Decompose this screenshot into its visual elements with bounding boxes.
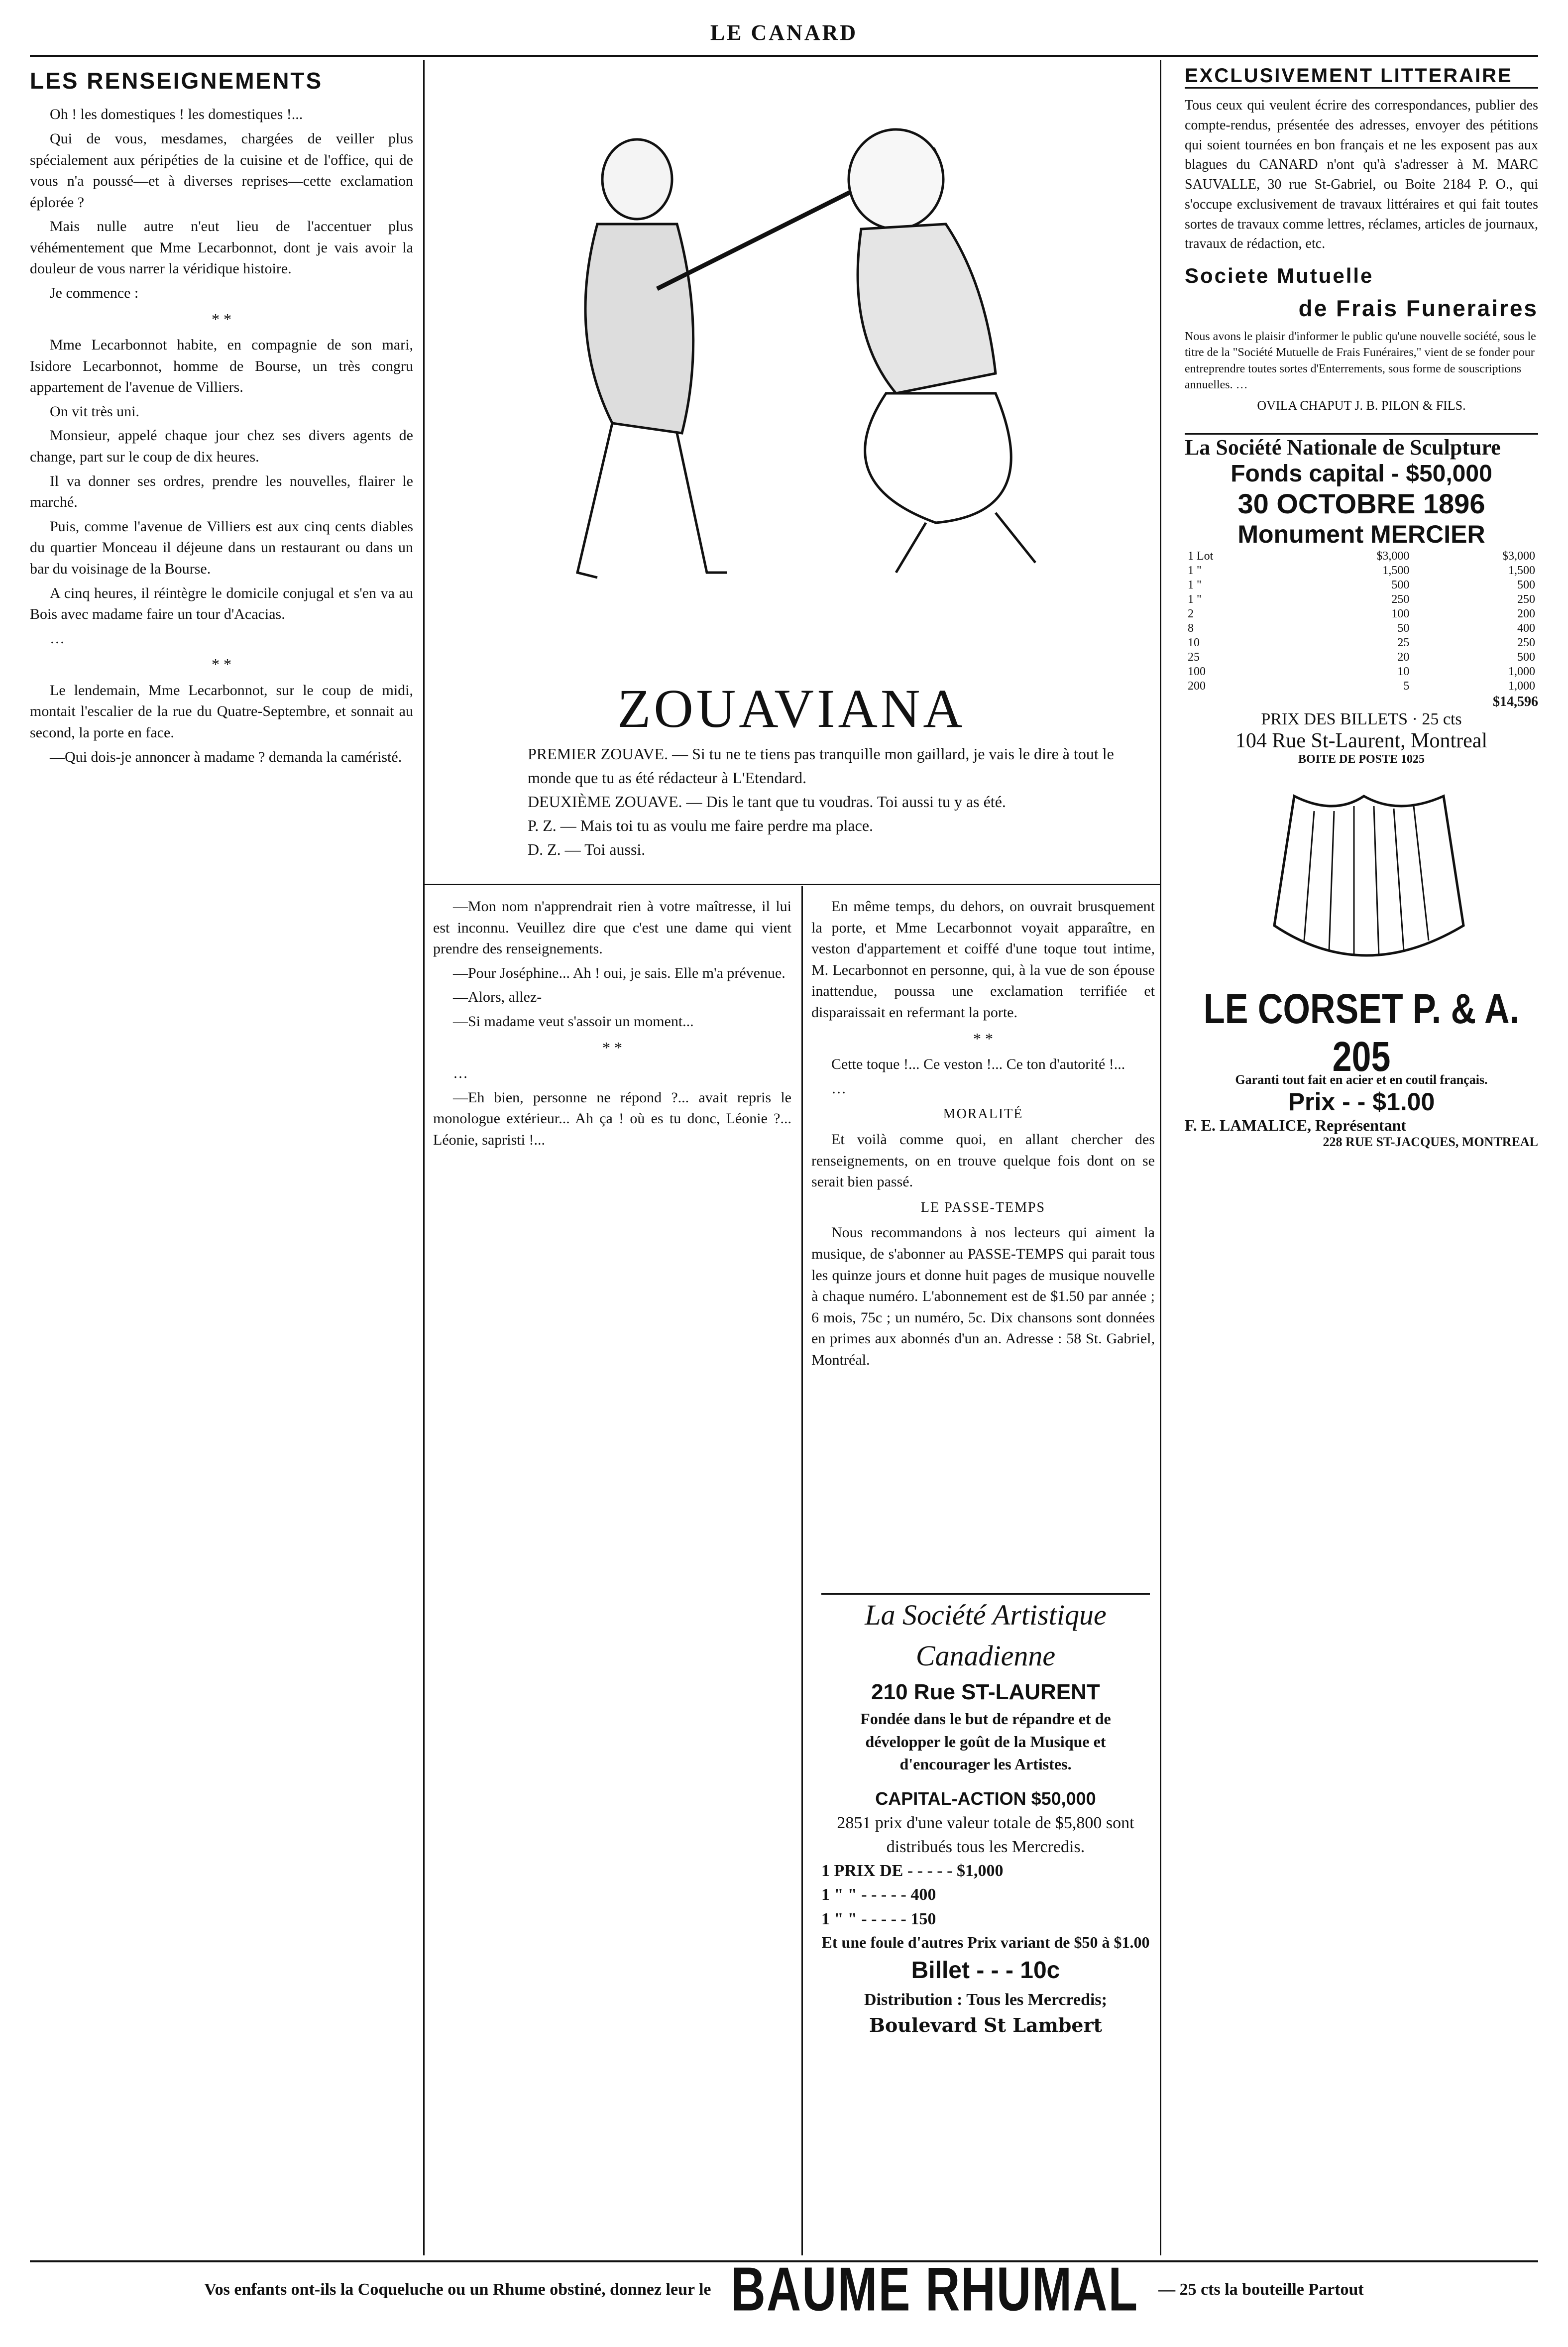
sculpture-address: 104 Rue St-Laurent, Montreal <box>1235 729 1488 752</box>
article-paragraph: Mme Lecarbonnot habite, en compagnie de son mari, Isidore Lecarbonnot, homme de Bourse, un très congru appartement de l'avenue de Villiers. <box>30 337 413 396</box>
corset-subtitle: Garanti tout fait en acier et en coutil français. <box>1235 1072 1488 1087</box>
article-paragraph: —Eh bien, personne ne répond ?... avait repris le monologue extérieur... Ah ça ! où es tu donc, Léonie ?... Léonie, sapristi !... <box>433 1089 791 1148</box>
footer-ad-lead: Vos enfants ont-ils la Coqueluche ou un Rhume obstiné, donnez leur le <box>204 2280 711 2299</box>
article-paragraph: —Alors, allez- <box>453 989 542 1006</box>
prize-cell: 500 <box>1517 650 1535 664</box>
sculpture-monument: Monument MERCIER <box>1237 520 1485 548</box>
section-rule <box>423 884 1160 885</box>
exclusivement-heading: EXCLUSIVEMENT LITTERAIRE <box>1185 65 1538 89</box>
corset-representative: F. E. LAMALICE, Représentant <box>1185 1116 1407 1134</box>
sculpture-date: 30 OCTOBRE 1896 <box>1237 487 1485 519</box>
ad-prize-summary: 2851 prix d'une valeur totale de $5,800 sont distribués tous les Mercredis. <box>837 1813 1134 1856</box>
article-paragraph: —Mon nom n'apprendrait rien à votre maîtresse, il lui est inconnu. Veuillez dire que c'est une dame qui vient prendre des renseignements. <box>433 898 791 957</box>
article-paragraph: Le lendemain, Mme Lecarbonnot, sur le coup de midi, montait l'escalier de la rue du Quatre-Septembre, et sonnait au second, la porte en face. <box>30 682 413 741</box>
prize-cell: 250 <box>1517 592 1535 606</box>
prize-cell: 50 <box>1397 621 1410 635</box>
separator-stars: * * <box>973 1029 993 1048</box>
prize-cell: 1,000 <box>1508 679 1535 693</box>
prize-cell: 100 <box>1391 607 1410 620</box>
passe-temps-text: Nous recommandons à nos lecteurs qui aiment la musique, de s'abonner au PASSE-TEMPS qui parait tous les quinze jours et donne huit pages de musique nouvelle à chaque numéro. L'abonnement est de $1.50 par année ; 6 mois, 75c ; un numéro, 5c. Dix chansons sont données en primes aux abonnés d'un an. Adresse : 58 St. Gabriel, Montréal. <box>811 1224 1155 1369</box>
masthead: LE CANARD <box>30 20 1538 57</box>
ad-societe-artistique <box>821 1593 1150 2252</box>
prize-row <box>1186 564 1537 578</box>
prize-cell: 1 " <box>1188 564 1202 577</box>
prize-cell: 5 <box>1403 679 1410 693</box>
article-paragraph: A cinq heures, il réintègre le domicile conjugal et s'en va au Bois avec madame faire un tour d'Acacias. <box>30 585 413 623</box>
sculpture-billets: PRIX DES BILLETS · 25 cts <box>1261 709 1462 728</box>
caption-line: D. Z. — Toi aussi. <box>528 840 646 858</box>
right-column <box>1185 65 1538 2250</box>
prize-cell: 250 <box>1517 636 1535 649</box>
prize-cell: $3,000 <box>1502 549 1535 563</box>
prize-cell: 500 <box>1391 578 1410 591</box>
article-paragraph: Il va donner ses ordres, prendre les nouvelles, flairer le marché. <box>30 472 413 511</box>
cartoon-caption <box>528 742 1125 861</box>
ad-description: Fondée dans le but de répandre et de développer le goût de la Musique et d'encourager les Artistes. <box>860 1710 1111 1773</box>
prize-cell: 200 <box>1188 679 1206 693</box>
ad-prize-line: 1 PRIX DE - - - - - $1,000 <box>821 1862 1004 1880</box>
article-continued-col-2 <box>811 896 1155 1578</box>
article-paragraph: Qui de vous, mesdames, chargées de veiller plus spécialement aux péripéties de la cuisine et de l'office, qui de vous n'a poussé—et à diverses reprises—cette exclamation éplorée ? <box>30 130 413 211</box>
passe-temps-heading: LE PASSE-TEMPS <box>920 1199 1046 1215</box>
article-paragraph: Monsieur, appelé chaque jour chez ses divers agents de change, part sur le coup de dix heures. <box>30 427 413 466</box>
prize-cell: $3,000 <box>1376 549 1410 563</box>
article-paragraph: Puis, comme l'avenue de Villiers est aux cinq cents diables du quartier Monceau il déjeune dans un restaurant ou dans un bar du voisinage de la Bourse. <box>30 518 413 578</box>
article-paragraph: … <box>831 1080 846 1097</box>
prize-cell: 1,500 <box>1382 564 1410 577</box>
prize-row <box>1186 622 1537 635</box>
footer-ad-brand: BAUME RHUMAL <box>731 2254 1139 2324</box>
prize-cell: 1 " <box>1188 578 1202 591</box>
prize-row <box>1186 665 1537 679</box>
cartoon-title: ZOUAVIANA <box>617 678 966 739</box>
article-renseignements <box>30 65 413 2250</box>
corset-illustration <box>1185 776 1538 990</box>
article-paragraph: On vit très uni. <box>50 403 139 420</box>
mutuelle-heading-2: de Frais Funeraires <box>1298 295 1538 321</box>
prize-cell: 20 <box>1397 650 1410 664</box>
prize-cell: 500 <box>1517 578 1535 591</box>
footer-ad-price: — 25 cts la bouteille Partout <box>1158 2280 1364 2299</box>
corset-address: 228 RUE ST-JACQUES, MONTREAL <box>1323 1134 1538 1149</box>
prize-cell: 1,000 <box>1508 665 1535 678</box>
ad-billet: Billet - - - 10c <box>911 1957 1060 1984</box>
prize-cell: 250 <box>1391 592 1410 606</box>
caption-line: P. Z. — Mais toi tu as voulu me faire perdre ma place. <box>528 817 874 834</box>
article-title: LES RENSEIGNEMENTS <box>30 68 323 94</box>
sculpture-fonds: Fonds capital - $50,000 <box>1231 460 1492 487</box>
prize-row <box>1186 593 1537 606</box>
article-continued-col <box>433 896 791 2250</box>
article-paragraph: … <box>50 630 65 647</box>
prize-cell: 2 <box>1188 607 1194 620</box>
prize-cell: 1 " <box>1188 592 1202 606</box>
separator-stars: * * <box>212 310 231 328</box>
mutuelle-text: Nous avons le plaisir d'informer le public qu'une nouvelle société, sous le titre de la "Société Mutuelle de Frais Funéraires," vient de se fonder pour entreprendre toutes sortes d'Enterrements, sous forme de souscriptions annuelles. … <box>1185 330 1536 392</box>
prize-cell: 25 <box>1188 650 1200 664</box>
prize-cell: 8 <box>1188 621 1194 635</box>
mutuelle-heading: Societe Mutuelle <box>1185 264 1374 287</box>
prize-row <box>1186 579 1537 592</box>
separator-stars: * * <box>212 655 231 674</box>
article-paragraph: —Qui dois-je annoncer à madame ? demanda la caméristé. <box>50 748 402 765</box>
column-rule <box>1160 60 1161 2255</box>
ad-prize-line: 1 " " - - - - - 150 <box>821 1909 936 1928</box>
article-paragraph: … <box>453 1065 468 1081</box>
ad-capital: CAPITAL-ACTION $50,000 <box>875 1788 1096 1809</box>
prize-row <box>1186 651 1537 664</box>
prize-cell: 100 <box>1188 665 1206 678</box>
article-paragraph: En même temps, du dehors, on ouvrait brusquement la porte, et Mme Lecarbonnot voyait apparaître, en veston d'appartement et coiffé d'une toque tout intime, M. Lecarbonnot en personne, qui, à la vue de son épouse inattendue, poussa une exclamation terrifiée et disparaissait en refermant la porte. <box>811 898 1155 1021</box>
sculpture-heading: La Société Nationale de Sculpture <box>1185 433 1538 460</box>
ad-extra: Et une foule d'autres Prix variant de $50 à $1.00 <box>821 1933 1150 1951</box>
article-paragraph: Et voilà comme quoi, en allant chercher des renseignements, on en trouve quelque fois dont on se serait bien passé. <box>811 1131 1155 1190</box>
column-rule <box>801 886 803 2255</box>
corset-title: LE CORSET P. & A. 205 <box>1204 985 1519 1080</box>
article-paragraph: —Si madame veut s'assoir un moment... <box>453 1013 694 1030</box>
article-paragraph: —Pour Joséphine... Ah ! oui, je sais. Elle m'a prévenue. <box>453 964 785 981</box>
ad-footer: Boulevard St Lambert <box>869 2013 1103 2036</box>
article-paragraph: Mais nulle autre n'eut lieu de l'accentuer plus véhémentement que Mme Lecarbonnot, dont je vais avoir la douleur de vous narrer la véridique histoire. <box>30 218 413 277</box>
article-paragraph: Oh ! les domestiques ! les domestiques !... <box>50 106 303 123</box>
prize-cell: 1 Lot <box>1188 549 1214 563</box>
prize-cell: 400 <box>1517 621 1535 635</box>
prize-row <box>1186 680 1537 693</box>
prizes-table <box>1185 549 1538 694</box>
prize-cell: 10 <box>1397 665 1410 678</box>
prize-row <box>1186 607 1537 621</box>
article-paragraph: Cette toque !... Ce veston !... Ce ton d'autorité !... <box>831 1056 1125 1072</box>
prize-row <box>1186 550 1537 563</box>
article-paragraph: Je commence : <box>50 285 139 302</box>
sculpture-boite: BOITE DE POSTE 1025 <box>1298 752 1425 766</box>
prize-cell: 200 <box>1517 607 1535 620</box>
separator-stars: * * <box>602 1038 622 1056</box>
prize-cell: 10 <box>1188 636 1200 649</box>
corset-price: Prix - - $1.00 <box>1288 1087 1435 1116</box>
ad-prize-line: 1 " " - - - - - 400 <box>821 1885 936 1904</box>
ad-distribution: Distribution : Tous les Mercredis; <box>864 1990 1107 2009</box>
ad-title-2: Canadienne <box>915 1640 1056 1672</box>
column-rule <box>423 60 425 2255</box>
ad-title: La Société Artistique <box>865 1599 1107 1631</box>
prizes-total: $14,596 <box>1493 694 1538 709</box>
caption-line: DEUXIÈME ZOUAVE. — Dis le tant que tu voudras. Toi aussi tu y as été. <box>528 793 1006 811</box>
prize-cell: 25 <box>1397 636 1410 649</box>
ad-address: 210 Rue ST-LAURENT <box>871 1679 1100 1704</box>
exclusivement-text: Tous ceux qui veulent écrire des correspondances, publier des compte-rendus, présentée des adresses, envoyer des pétitions qui soient tournées en bon français et ne les exposent pas aux blagues du CANARD n'ont qu'à s'adresser à M. MARC SAUVALLE, 30 rue St-Gabriel, ou Boite 2184 P. O., qui s'occupe exclusivement de travaux littéraires et qui fait toutes sortes de travaux comme lettres, réclames, articles de journaux, travaux de rédaction, etc. <box>1185 98 1538 252</box>
footer-ad <box>30 2254 1538 2324</box>
prize-cell: 1,500 <box>1508 564 1535 577</box>
newspaper-page <box>30 20 1538 2327</box>
zouave-cartoon-illustration <box>448 75 1135 667</box>
moral-heading: MORALITÉ <box>943 1106 1023 1122</box>
prize-row <box>1186 636 1537 650</box>
mutuelle-signatures: OVILA CHAPUT J. B. PILON & FILS. <box>1257 398 1466 413</box>
caption-line: PREMIER ZOUAVE. — Si tu ne te tiens pas tranquille mon gaillard, je vais le dire à tout le monde que tu as été rédacteur à L'Etendard. <box>528 745 1114 787</box>
